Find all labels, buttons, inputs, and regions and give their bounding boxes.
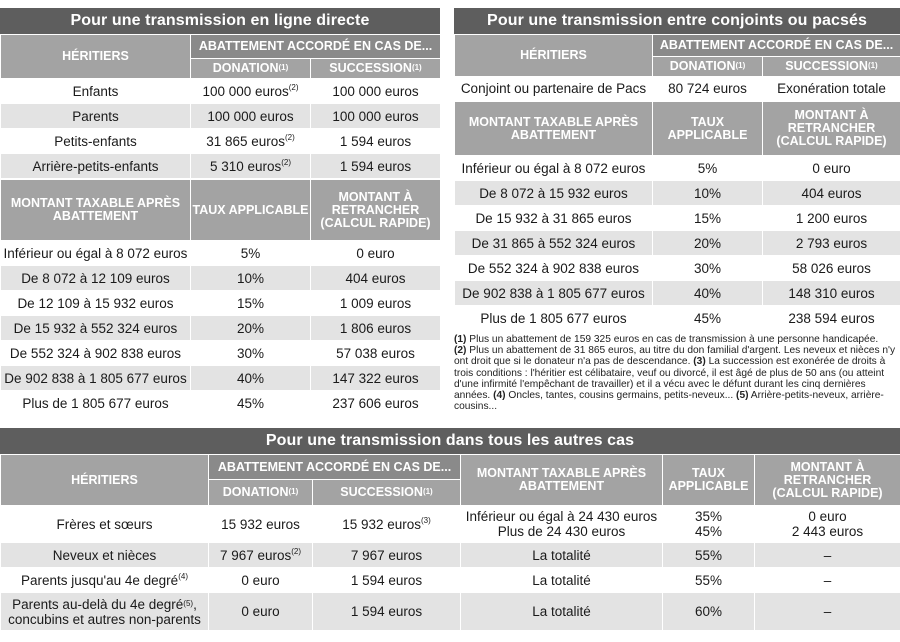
header-succession: SUCCESSION$^{(1)}$ bbox=[311, 59, 441, 79]
table-row: De 8 072 à 12 109 euros 10% 404 euros bbox=[1, 266, 441, 291]
header-taxable-amount: MONTANT TAXABLE APRÈS ABATTEMENT bbox=[1, 180, 191, 241]
table-row: Neveux et nièces 7 967 euros$^{(2)}$ 7 967 euros La totalité 55% – bbox=[1, 543, 900, 568]
panel-other-cases bbox=[0, 428, 900, 631]
table-row: Conjoint ou partenaire de Pacs 80 724 euros Exonération totale bbox=[455, 77, 900, 101]
table-row: Enfants 100 000 euros$^{(2)}$ 100 000 euros bbox=[1, 79, 441, 104]
header-heirs: HÉRITIERS bbox=[1, 455, 209, 506]
header-heirs: HÉRITIERS bbox=[1, 35, 191, 79]
table-row: De 15 932 à 31 865 euros 15% 1 200 euros bbox=[455, 206, 900, 231]
header-rate: TAUX APPLICABLE bbox=[663, 455, 755, 506]
header-abatement: ABATTEMENT ACCORDÉ EN CAS DE... bbox=[653, 35, 900, 57]
tax-bracket-table bbox=[0, 179, 441, 416]
header-heirs: HÉRITIERS bbox=[455, 35, 653, 77]
table-row: De 15 932 à 552 324 euros 20% 1 806 euros bbox=[1, 316, 441, 341]
other-cases-table bbox=[0, 454, 900, 631]
table-row: De 902 838 à 1 805 677 euros 40% 148 310 euros bbox=[455, 281, 900, 306]
header-rate: TAUX APPLICABLE bbox=[191, 180, 311, 241]
header-succession: SUCCESSION$^{(1)}$ bbox=[313, 480, 461, 506]
tax-bracket-table bbox=[454, 101, 900, 331]
table-row: Frères et sœurs 15 932 euros 15 932 euros$^{(3)}$ Inférieur ou égal à 24 430 euros Plus de 24 430 euros 35% 45% 0 euro 2 443 euros bbox=[1, 506, 900, 543]
header-deduction: MONTANT À RETRANCHER (CALCUL RAPIDE) bbox=[311, 180, 441, 241]
panel-title: Pour une transmission en ligne directe bbox=[0, 8, 440, 34]
header-abatement: ABATTEMENT ACCORDÉ EN CAS DE... bbox=[191, 35, 441, 59]
panel-title: Pour une transmission entre conjoints ou pacsés bbox=[454, 8, 900, 34]
abatement-table bbox=[454, 34, 900, 101]
table-row: Petits-enfants 31 865 euros$^{(2)}$ 1 594 euros bbox=[1, 129, 441, 154]
table-row: Parents jusqu'au 4e degré$^{(4)}$ 0 euro 1 594 euros La totalité 55% – bbox=[1, 568, 900, 593]
table-row: Arrière-petits-enfants 5 310 euros$^{(2)}$ 1 594 euros bbox=[1, 154, 441, 179]
table-row: De 12 109 à 15 932 euros 15% 1 009 euros bbox=[1, 291, 441, 316]
table-row: De 8 072 à 15 932 euros 10% 404 euros bbox=[455, 181, 900, 206]
header-donation: DONATION$^{(1)}$ bbox=[191, 59, 311, 79]
footnotes: (1) Plus un abattement de 159 325 euros en cas de transmission à une personne handicapée. (2) Plus un abattement de 31 865 euros, au titre du don familial d'argent. Les neveux et nièces n'y ont droit que si le donateur n'a pas de descendance. (3) La succession est exonérée de droits à trois conditions : l'héritier est célibataire, veuf ou divorcé, il est âgé de plus de 50 ans (ou atteint d'une infirmité l'empêchant de travailler) et il a vécu avec le défunt durant les cinq dernières années. (4) Oncles, tantes, cousins germains, petits-neveux... (5) Arrière-petits-neveux, arrière-cousins... bbox=[454, 334, 896, 413]
panel-direct-line bbox=[0, 8, 440, 416]
header-donation: DONATION$^{(1)}$ bbox=[209, 480, 313, 506]
table-row: De 902 838 à 1 805 677 euros 40% 147 322 euros bbox=[1, 366, 441, 391]
header-donation: DONATION$^{(1)}$ bbox=[653, 57, 763, 77]
abatement-table bbox=[0, 34, 441, 179]
header-rate: TAUX APPLICABLE bbox=[653, 102, 763, 156]
header-taxable-amount: MONTANT TAXABLE APRÈS ABATTEMENT bbox=[461, 455, 663, 506]
panel-spouses bbox=[454, 8, 900, 331]
header-taxable-amount: MONTANT TAXABLE APRÈS ABATTEMENT bbox=[455, 102, 653, 156]
table-row: Parents au-delà du 4e degré$^{(5)}$, concubins et autres non-parents 0 euro 1 594 euros La totalité 60% – bbox=[1, 593, 900, 631]
header-deduction: MONTANT À RETRANCHER (CALCUL RAPIDE) bbox=[763, 102, 900, 156]
table-row: De 552 324 à 902 838 euros 30% 58 026 euros bbox=[455, 256, 900, 281]
table-row: Inférieur ou égal à 8 072 euros 5% 0 euro bbox=[1, 241, 441, 266]
table-row: De 552 324 à 902 838 euros 30% 57 038 euros bbox=[1, 341, 441, 366]
table-row: De 31 865 à 552 324 euros 20% 2 793 euros bbox=[455, 231, 900, 256]
header-abatement: ABATTEMENT ACCORDÉ EN CAS DE... bbox=[209, 455, 461, 480]
header-succession: SUCCESSION$^{(1)}$ bbox=[763, 57, 900, 77]
table-row: Parents 100 000 euros 100 000 euros bbox=[1, 104, 441, 129]
header-deduction: MONTANT À RETRANCHER (CALCUL RAPIDE) bbox=[755, 455, 900, 506]
table-row: Plus de 1 805 677 euros 45% 237 606 euros bbox=[1, 391, 441, 416]
table-row: Plus de 1 805 677 euros 45% 238 594 euros bbox=[455, 306, 900, 331]
panel-title: Pour une transmission dans tous les autres cas bbox=[0, 428, 900, 454]
table-row: Inférieur ou égal à 8 072 euros 5% 0 euro bbox=[455, 156, 900, 181]
